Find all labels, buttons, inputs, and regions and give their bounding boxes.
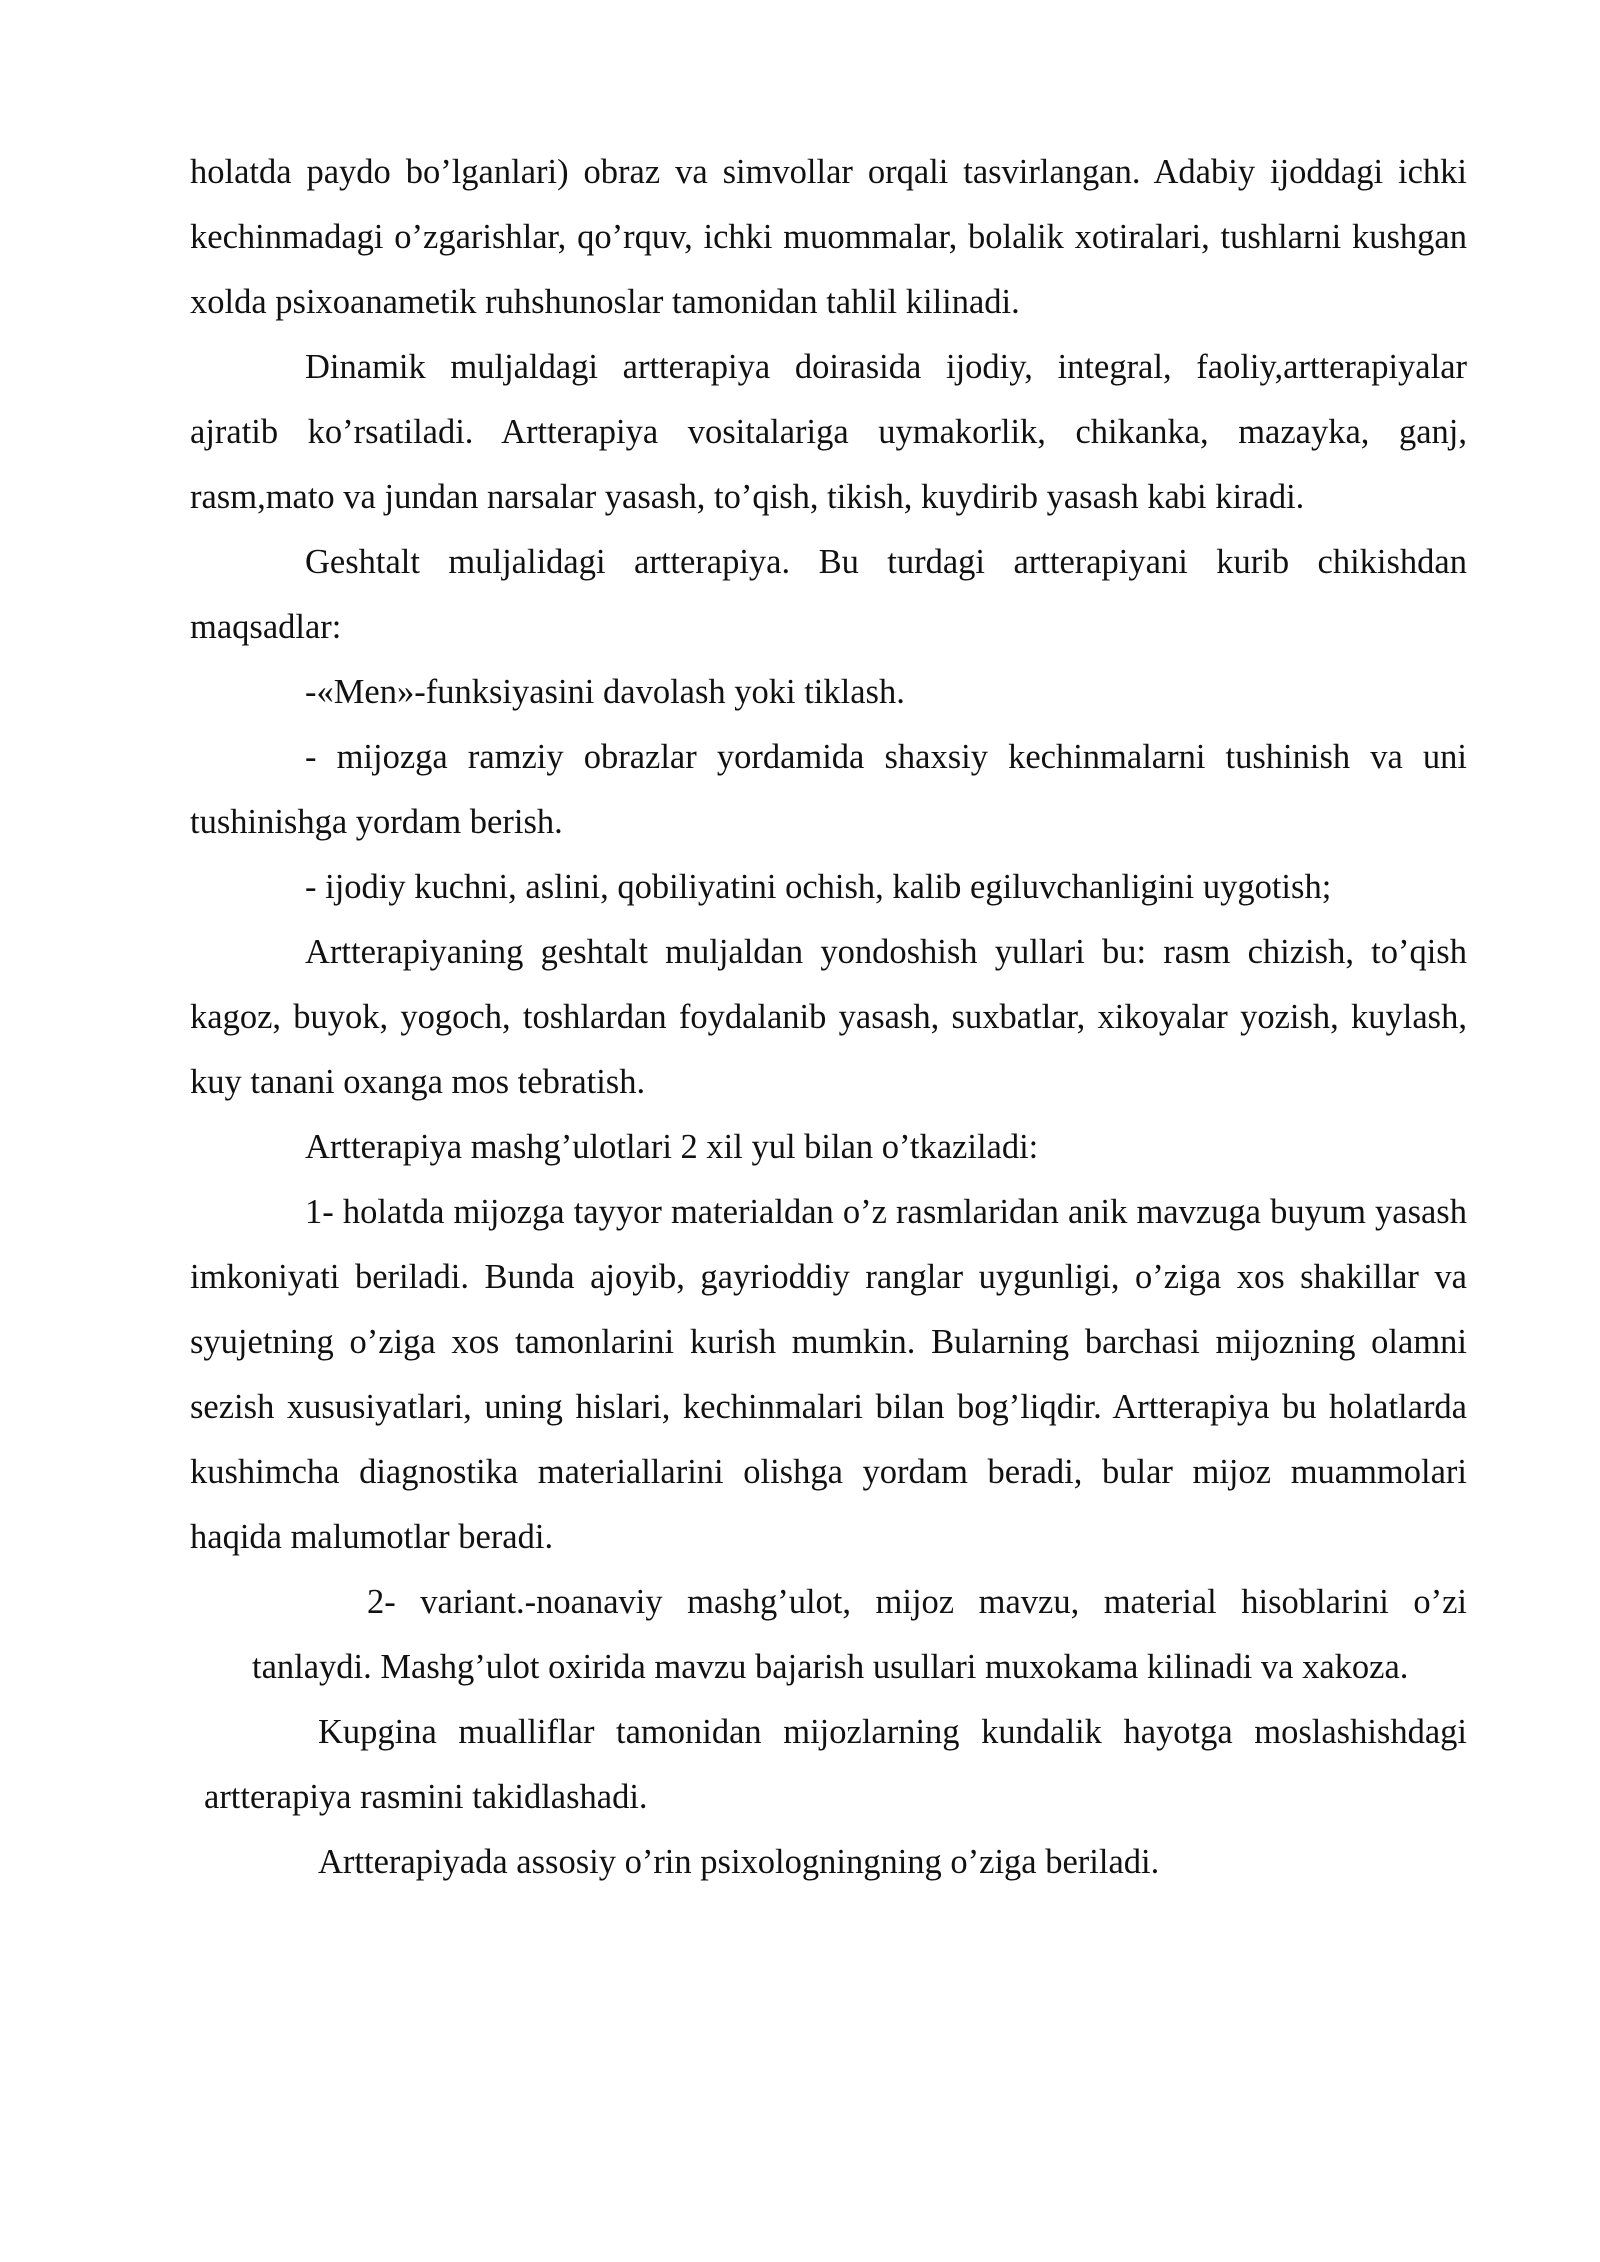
paragraph-psychologist-role: Artterapiyada assosiy o’rin psixologningning o’ziga beriladi. <box>318 1843 1160 1881</box>
paragraph-gestalt-methods: Artterapiyaning geshtalt muljaldan yondoshish yullari bu: rasm chizish, to’qish kagoz, buyok, yogoch, toshlardan foydalanib yasash, suxbatlar, xikoyalar yozish, kuylash, kuy tanani oxanga mos tebratish. <box>190 933 1467 1101</box>
paragraph-variant-two: 2- variant.-noanaviy mashg’ulot, mijoz mavzu, material hisoblarini o’zi tanlaydi. Mashg’ulot oxirida mavzu bajarish usullari muxokama kilinadi va xakoza. <box>252 1583 1467 1686</box>
paragraph-psychoanalytic: holatda paydo bo’lganlari) obraz va simvollar orqali tasvirlangan. Adabiy ijoddagi ichki kechinmadagi o’zgarishlar, qo’rquv, ichki muommalar, bolalik xotiralari, tushlarni kushgan xolda psixoanametik ruhshunoslar tamonidan tahlil kilinadi. <box>190 153 1467 321</box>
paragraph-two-ways: Artterapiya mashg’ulotlari 2 xil yul bilan o’tkaziladi: <box>305 1128 1039 1166</box>
document-body <box>190 140 1467 1895</box>
list-item-symbolic-images: - mijozga ramziy obrazlar yordamida shaxsiy kechinmalarni tushinish va uni tushinishga yordam berish. <box>190 738 1467 841</box>
list-item-men-function: -«Men»-funksiyasini davolash yoki tiklash. <box>305 673 905 711</box>
paragraph-authors: Kupgina mualliflar tamonidan mijozlarning kundalik hayotga moslashishdagi artterapiya rasmini takidlashadi. <box>204 1713 1467 1816</box>
list-item-creative-power: - ijodiy kuchni, aslini, qobiliyatini ochish, kalib egiluvchanligini uygotish; <box>305 868 1332 906</box>
paragraph-dynamic-artterapy: Dinamik muljaldagi artterapiya doirasida ijodiy, integral, faoliy,artterapiyalar ajratib ko’rsatiladi. Artterapiya vositalariga uymakorlik, chikanka, mazayka, ganj, rasm,mato va jundan narsalar yasash, to’qish, tikish, kuydirib yasash kabi kiradi. <box>190 348 1467 516</box>
paragraph-variant-one: 1- holatda mijozga tayyor materialdan o’z rasmlaridan anik mavzuga buyum yasash imkoniyati beriladi. Bunda ajoyib, gayrioddiy ranglar uygunligi, o’ziga xos shakillar va syujetning o’ziga xos tamonlarini kurish mumkin. Bularning barchasi mijozning olamni sezish xususiyatlari, uning hislari, kechinmalari bilan bog’liqdir. Artterapiya bu holatlarda kushimcha diagnostika materiallarini olishga yordam beradi, bular mijoz muammolari haqida malumotlar beradi. <box>190 1193 1467 1556</box>
paragraph-gestalt-artterapy: Geshtalt muljalidagi artterapiya. Bu turdagi artterapiyani kurib chikishdan maqsadlar: <box>190 543 1467 646</box>
